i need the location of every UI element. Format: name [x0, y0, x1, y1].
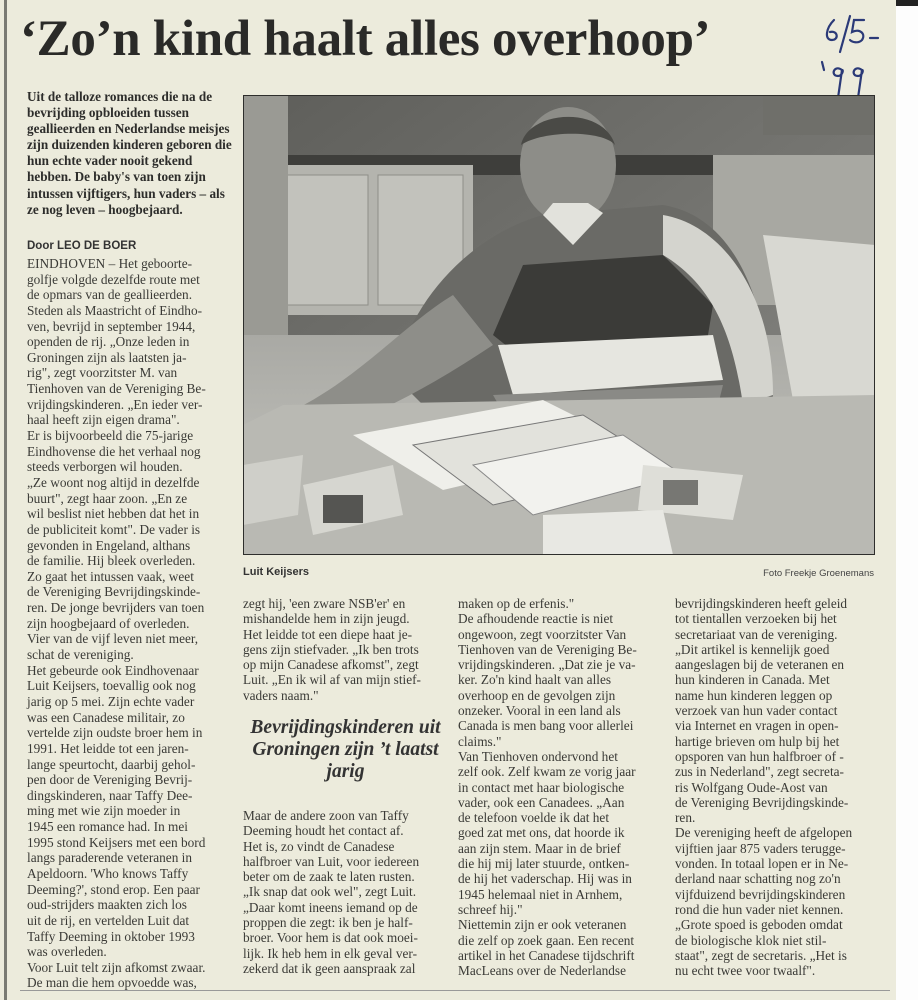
text-line: verzoek van hun vader contact — [675, 703, 838, 719]
text-line: zelf ook. Zelf kwam ze vorig jaar — [458, 764, 636, 780]
text-line: „Ze woont nog altijd in dezelfde — [27, 474, 200, 490]
text-line: wil beslist niet hebben dat het in — [27, 506, 200, 522]
text-line: golfje volgde dezelfde route met — [27, 271, 200, 287]
text-line: de publiciteit komt". De vader is — [27, 521, 201, 537]
text-line: gevonden in Engeland, althans — [27, 537, 191, 553]
text-line: nu echt twee voor twaalf". — [675, 963, 816, 979]
text-line: via Internet en vragen in open- — [675, 718, 839, 734]
article-column-4 — [675, 596, 852, 978]
text-line: 1991. Het leidde tot een jaren- — [27, 740, 189, 756]
text-line: openden de rij. „Onze leden in — [27, 334, 190, 350]
photo-luit-keijsers — [243, 95, 875, 555]
text-line: zijn hoogbejaard of overleden. — [27, 615, 190, 631]
text-line: broer. Voor hem is dat ook moei- — [243, 930, 418, 946]
text-line: oud-strijders maakten zich los — [27, 897, 187, 913]
text-line: EINDHOVEN – Het geboorte- — [27, 256, 193, 271]
text-line: uit de rij, en vertelden Luit dat — [27, 912, 190, 928]
text-line: Eindhovense die het verhaal nog — [27, 443, 201, 459]
article-intro: Uit de talloze romances die na de bevrijding opbloeiden tussen geallieerden en Nederlandse meisjes zijn duizenden kinderen geboren die hun echte vader nooit gekend hebben. De baby's van toen zijn intussen vijftigers, hun vaders – als ze nog leven – hoogbejaard. — [27, 89, 232, 217]
text-line: Zo gaat het intussen vaak, weet — [27, 568, 194, 584]
text-line: gens zijn stiefvader. „Ik ben trots — [243, 641, 419, 657]
text-line: „Daar komt ineens iemand op de — [243, 899, 418, 915]
article-column-2-bottom — [243, 808, 419, 976]
text-line: Voor Luit telt zijn afkomst zwaar. — [27, 959, 206, 975]
text-line: vrijdingskinderen. „En ieder ver- — [27, 396, 203, 412]
text-line: proppen die zegt: ik ben je half- — [243, 915, 413, 931]
text-line: De vereniging heeft de afgelopen — [675, 825, 853, 841]
text-line: schat de vereniging. — [27, 647, 134, 663]
article-column-2-top — [243, 596, 421, 703]
text-line: Groningen zijn als laatsten ja- — [27, 349, 187, 365]
text-line: staat", zegt de secretaris. „Het is — [675, 947, 847, 963]
text-line: De man die hem opvoedde was, — [27, 975, 197, 991]
text-line: onzeker. Vooral in een land als — [458, 703, 621, 719]
text-line: 1945 helemaal niet in Arnhem, — [458, 886, 623, 902]
text-line: Van Tienhoven ondervond het — [458, 748, 618, 764]
article-column-3 — [458, 596, 637, 978]
text-line: ris Wolfgang Oude-Aost van — [675, 779, 828, 795]
text-line: was overleden. — [27, 944, 107, 960]
text-line: Het is, zo vindt de Canadese — [243, 838, 395, 854]
text-line: De afhoudende reactie is niet — [458, 611, 614, 627]
text-line: de hij het vaderschap. Hij was in — [458, 871, 632, 887]
text-line: Apeldoorn. 'Who knows Taffy — [27, 865, 189, 881]
text-line: die hij mij later stuurde, ontken- — [458, 856, 630, 872]
photo-credit: Foto Freekje Groenemans — [763, 568, 874, 579]
divider — [20, 990, 890, 991]
text-line: Niettemin zijn er ook veteranen — [458, 917, 627, 933]
text-line: de biologische klok niet stil- — [675, 932, 827, 948]
text-line: op mijn Canadese afkomst", zegt — [243, 657, 419, 673]
text-line: die zelf op zoek gaan. Een recent — [458, 932, 635, 948]
scan-margin — [896, 0, 918, 1000]
text-line: hun kinderen in Canada. Met — [675, 672, 830, 688]
handwritten-date — [812, 6, 892, 106]
text-line: vijfduizend bevrijdingskinderen — [675, 886, 846, 902]
text-line: Het leidde tot een diepe haat je- — [243, 626, 413, 642]
text-line: Canada is men bang voor allerlei — [458, 718, 634, 734]
text-line: Tienhoven van de Vereniging Be- — [458, 641, 637, 657]
text-line: rond die hun vader niet kennen. — [675, 901, 844, 917]
text-line: 1945 een romance had. In mei — [27, 819, 188, 835]
text-line: Luit. „En ik wil af van mijn stief- — [243, 672, 421, 688]
text-line: zegt hij, 'een zware NSB'er' en — [243, 596, 406, 611]
text-line: goed zat met ons, dat hoorde ik — [458, 825, 625, 841]
text-line: vrijdingskinderen. „Dat zie je va- — [458, 657, 636, 673]
headline: ‘Zo’n kind haalt alles overhoop’ — [20, 11, 711, 67]
text-line: pen door de Vereniging Bevrij- — [27, 772, 193, 788]
text-line: Maar de andere zoon van Taffy — [243, 808, 409, 823]
text-line: aangeslagen bij de veteranen en — [675, 657, 845, 673]
text-line: ven, bevrijd in september 1944, — [27, 318, 196, 334]
text-line: was een Canadese militair, zo — [27, 709, 185, 725]
text-line: vaders naam." — [243, 687, 319, 703]
text-line: beter om de zaak te laten rusten. — [243, 869, 415, 885]
text-line: ming met wie zijn moeder in — [27, 803, 181, 819]
text-line: haal heeft zijn eigen drama". — [27, 412, 180, 428]
text-line: vertelde zijn oudste broer hem in — [27, 725, 203, 741]
text-line: bevrijdingskinderen heeft geleid — [675, 596, 848, 611]
text-line: Deeming houdt het contact af. — [243, 823, 404, 839]
scan-corner — [896, 0, 918, 6]
text-line: Tienhoven van de Vereniging Be- — [27, 381, 206, 397]
text-line: ren. — [675, 810, 696, 826]
text-line: vader, ook een Canadees. „Aan — [458, 794, 625, 810]
text-line: vijftien jaar 875 vaders terugge- — [675, 840, 846, 856]
text-line: rig", zegt voorzitster M. van — [27, 365, 178, 381]
text-line: halfbroer van Luit, voor iedereen — [243, 853, 420, 869]
text-line: schreef hij." — [458, 901, 523, 917]
text-line: de Vereniging Bevrijdingskinde- — [675, 794, 849, 810]
text-line: langs paraderende veteranen in — [27, 850, 193, 866]
text-line: lijk. Ik heb hem in elk geval ver- — [243, 945, 418, 961]
text-line: ongewoon, zegt voorzitster Van — [458, 626, 627, 642]
text-line: derland naar schatting nog zo'n — [675, 871, 841, 887]
text-line: Steden als Maastricht of Eindho- — [27, 302, 203, 318]
byline: Door LEO DE BOER — [27, 240, 137, 252]
text-line: mishandelde hem in zijn jeugd. — [243, 611, 410, 627]
text-line: Deeming?', stond erop. Een paar — [27, 881, 200, 897]
text-line: „Dit artikel is kennelijk goed — [675, 641, 830, 657]
text-line: name hun kinderen leggen op — [675, 687, 833, 703]
text-line: hartige brieven om hulp bij het — [675, 733, 840, 749]
subheading: Bevrijdingskinderen uit Groningen zijn ’t laatst jarig — [250, 717, 441, 782]
text-line: maken op de erfenis." — [458, 596, 575, 611]
text-line: Taffy Deeming in oktober 1993 — [27, 928, 195, 944]
text-line: de Vereniging Bevrijdingskinde- — [27, 584, 201, 600]
text-line: steeds verborgen wil houden. — [27, 459, 183, 475]
text-line: dingskinderen, naar Taffy Dee- — [27, 787, 193, 803]
text-line: ker. Zo'n kind haalt van alles — [458, 672, 612, 688]
text-line: de opmars van de geallieerden. — [27, 287, 193, 303]
text-line: zekerd dat ik geen aanspraak zal — [243, 960, 416, 976]
text-line: vonden. In totaal lopen er in Ne- — [675, 856, 849, 872]
text-line: opsporen van hun halfbroer of - — [675, 748, 844, 764]
text-line: „Ik snap dat ook wel", zegt Luit. — [243, 884, 417, 900]
text-line: ren. De jonge bevrijders van toen — [27, 600, 205, 616]
text-line: artikel in het Canadese tijdschrift — [458, 947, 635, 963]
text-line: Luit Keijsers, toevallig ook nog — [27, 678, 196, 694]
text-line: 1995 stond Keijsers met een bord — [27, 834, 206, 850]
scan-edge — [4, 0, 7, 1000]
text-line: lange speurtocht, daarbij gehol- — [27, 756, 196, 772]
text-line: Het gebeurde ook Eindhovenaar — [27, 662, 199, 678]
text-line: aan zijn stem. Maar in de brief — [458, 840, 621, 856]
text-line: overhoop en de gevolgen zijn — [458, 687, 616, 703]
text-line: „Grote spoed is geboden omdat — [675, 917, 843, 933]
text-line: claims." — [458, 733, 502, 749]
text-line: MacLeans over de Nederlandse — [458, 963, 626, 979]
text-line: jarig op 5 mei. Zijn echte vader — [27, 693, 195, 709]
article-column-1 — [27, 256, 206, 991]
text-line: secretariaat van de vereniging. — [675, 626, 838, 642]
text-line: tot tientallen verzoeken bij het — [675, 611, 837, 627]
text-line: buurt", zegt haar zoon. „En ze — [27, 490, 188, 506]
text-line: Vier van de vijf leven niet meer, — [27, 631, 199, 647]
text-line: de familie. Hij bleek overleden. — [27, 553, 196, 569]
text-line: de telefoon voelde ik dat het — [458, 810, 610, 826]
text-line: Er is bijvoorbeeld die 75-jarige — [27, 428, 194, 444]
photo-caption: Luit Keijsers — [243, 566, 310, 578]
text-line: in contact met haar biologische — [458, 779, 625, 795]
text-line: zus in Nederland", zegt secreta- — [675, 764, 844, 780]
